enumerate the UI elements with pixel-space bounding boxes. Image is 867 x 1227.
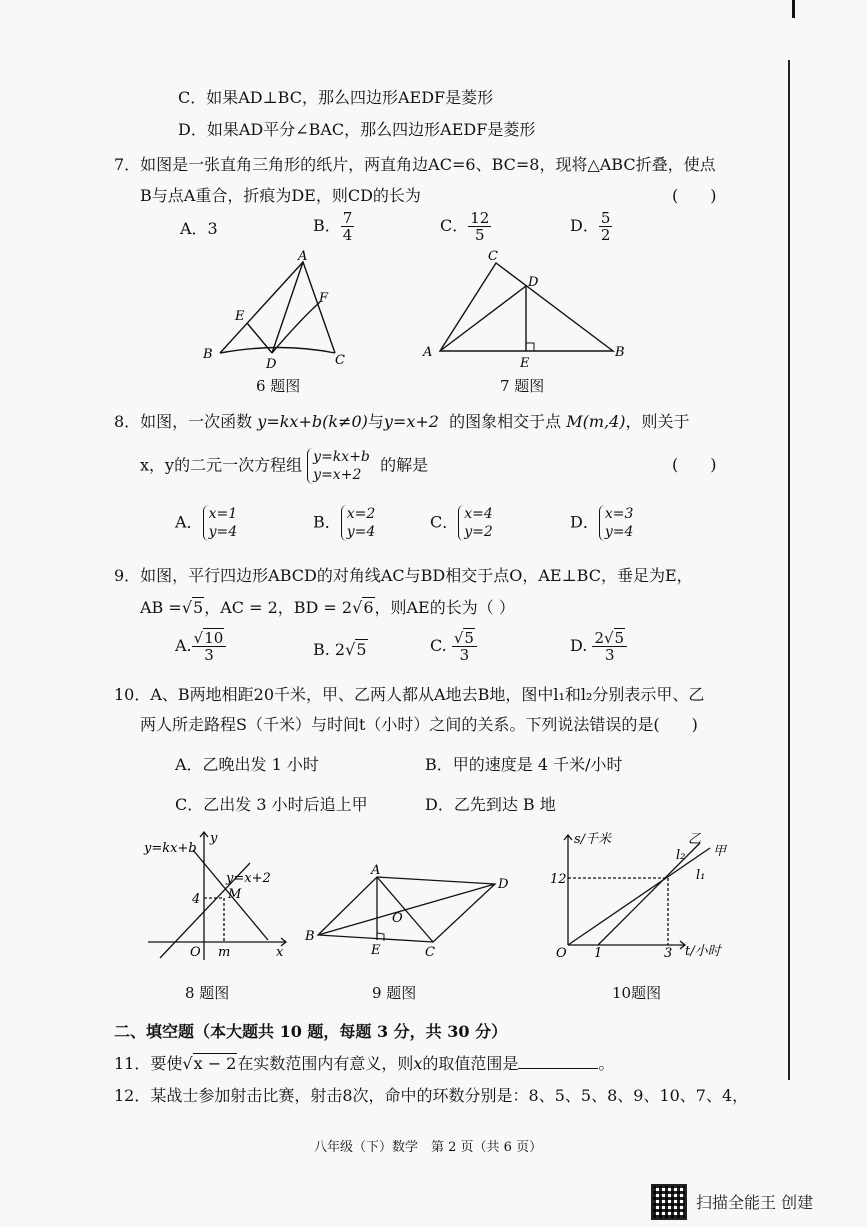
q11-stem: 11．要使√x − 2在实数范围内有意义，则x的取值范围是 。 — [114, 1054, 615, 1073]
scanner-watermark: 扫描全能王 创建 — [696, 1193, 814, 1212]
fig10-label-12: 12 — [550, 872, 567, 887]
fig10-label-jia: 甲 — [713, 844, 727, 859]
q7-answer-paren: ( ) — [672, 186, 717, 205]
q6-option-c: C．如果AD⊥BC，那么四边形AEDF是菱形 — [178, 88, 494, 107]
q9-stem-line2: AB =√5，AC = 2，BD = 2√6，则AE的长为（ ） — [140, 598, 515, 617]
q7-option-d: D． $\frac{5}{2}$ — [570, 209, 611, 244]
fig10-label-yi: 乙 — [688, 832, 702, 847]
fig8-label-x: x — [276, 945, 284, 960]
q7-stem-line1: 7．如图是一张直角三角形的纸片，两直角边AC=6、BC=8，现将△ABC折叠，使点 — [114, 155, 716, 174]
fig9-label-b: B — [305, 929, 315, 944]
fig9-label-d: D — [498, 877, 509, 892]
q12-stem: 12．某战士参加射击比赛，射击8次，命中的环数分别是：8、5、5、8、9、10、7、4， — [114, 1086, 749, 1105]
fig10-label-t: t/小时 — [685, 944, 721, 959]
q10-option-a: A．乙晚出发 1 小时 — [175, 755, 319, 774]
q8-stem-line2: x，y的二元一次方程组 y=kx+b y=x+2 的解是 — [140, 449, 429, 483]
fig6-caption: 6 题图 — [256, 377, 301, 395]
fig6-segment-ad — [272, 262, 303, 353]
q7-option-a: A．3 — [180, 219, 218, 238]
fig10-label-s: s/千米 — [574, 832, 612, 847]
q11-answer-blank[interactable] — [518, 1054, 598, 1069]
fig6-segment-df — [272, 302, 320, 353]
q9-stem-line1: 9．如图，平行四边形ABCD的对角线AC与BD相交于点O，AE⊥BC，垂足为E， — [114, 566, 693, 585]
q7-option-c: C． $\frac{12}{5}$ — [440, 209, 490, 244]
q8-option-c: C． x=4 y=2 — [430, 506, 493, 540]
fig10-label-l2: l₂ — [676, 848, 686, 863]
figure-8 — [138, 828, 293, 968]
figure-9 — [305, 862, 515, 962]
page-edge-line — [788, 60, 790, 1080]
figure-10 — [550, 825, 732, 965]
fig8-label-y: y — [210, 831, 218, 846]
fig6-label-f: F — [319, 291, 329, 306]
fig7-right-angle — [526, 343, 534, 351]
q8-system: y=kx+b y=x+2 — [307, 448, 370, 484]
figure-7 — [418, 248, 633, 370]
fig7-segment-ad — [440, 286, 526, 351]
fig7-label-b: B — [615, 345, 625, 360]
q9-option-c: C. $\frac{√5}{3}$ — [430, 630, 477, 663]
q10-option-d: D．乙先到达 B 地 — [425, 795, 556, 814]
fig7-label-d: D — [528, 275, 539, 290]
page-footer: 八年级（下）数学 第 2 页（共 6 页） — [314, 1140, 543, 1155]
fig7-caption: 7 题图 — [500, 377, 545, 395]
fig9-label-e: E — [371, 943, 381, 958]
fig9-label-a: A — [371, 863, 381, 878]
fig8-label-4: 4 — [192, 892, 201, 907]
q8-option-a: A． x=1 y=4 — [175, 506, 238, 540]
fig7-label-e: E — [520, 356, 530, 370]
q10-stem-line1: 10．A、B两地相距20千米，甲、乙两人都从A地去B地，图中l₁和l₂分别表示甲、乙 — [114, 685, 705, 704]
fig6-label-e: E — [235, 309, 245, 324]
fig6-label-a: A — [298, 250, 308, 264]
q8-answer-paren: ( ) — [672, 455, 717, 474]
q9-option-a: A. $\frac{√10}{3}$ — [175, 630, 226, 663]
fig10-caption: 10题图 — [612, 984, 662, 1002]
page-edge-mark — [792, 0, 795, 18]
fig6-base-arc — [220, 348, 335, 354]
fig8-label-f2: y=x+2 — [226, 871, 271, 886]
fig9-label-c: C — [425, 945, 435, 960]
fig10-label-o: O — [556, 946, 567, 961]
fig9-label-o: O — [392, 911, 403, 926]
fig7-label-a: A — [423, 345, 433, 360]
fig8-caption: 8 题图 — [185, 984, 230, 1002]
q8-option-b: B． x=2 y=4 — [313, 506, 376, 540]
figure-6 — [195, 250, 365, 372]
fig7-label-c: C — [488, 249, 498, 264]
q7-option-b: B． $\frac{7}{4}$ — [313, 209, 353, 244]
fig6-label-d: D — [266, 357, 277, 372]
q8-stem-line1: 8．如图，一次函数 y=kx+b(k≠0)与y=x+2 的图象相交于点 M(m,4)，则关于 — [114, 412, 690, 431]
fig6-label-c: C — [335, 353, 345, 368]
section2-title: 二、填空题（本大题共 10 题，每题 3 分，共 30 分） — [114, 1022, 508, 1041]
q10-option-b: B．甲的速度是 4 千米/小时 — [425, 755, 623, 774]
fig9-right-angle — [377, 933, 384, 941]
fig10-label-l1: l₁ — [696, 868, 706, 883]
q9-option-d: D. $\frac{2√5}{3}$ — [570, 630, 627, 663]
fig9-caption: 9 题图 — [372, 984, 417, 1002]
fig8-label-f1: y=kx+b — [144, 841, 197, 856]
q6-option-d: D．如果AD平分∠BAC，那么四边形AEDF是菱形 — [178, 120, 536, 139]
q10-stem-line2: 两人所走路程S（千米）与时间t（小时）之间的关系。下列说法错误的是( ) — [140, 715, 698, 734]
q9-option-b: B. 2√5 — [313, 640, 367, 659]
fig10-label-3: 3 — [664, 946, 673, 961]
q10-option-c: C．乙出发 3 小时后追上甲 — [175, 795, 368, 814]
fig6-triangle-sides — [220, 262, 335, 353]
fig8-label-m-point: M — [228, 887, 242, 902]
q7-stem-line2: B与点A重合，折痕为DE，则CD的长为 — [140, 186, 421, 205]
fig10-label-1: 1 — [594, 946, 603, 961]
fig8-label-o: O — [190, 945, 201, 960]
fig8-label-m: m — [218, 945, 231, 960]
fig6-label-b: B — [203, 347, 213, 362]
q8-option-d: D． x=3 y=4 — [570, 506, 634, 540]
qr-code-icon — [651, 1184, 687, 1220]
fig10-line-l1 — [568, 848, 710, 945]
